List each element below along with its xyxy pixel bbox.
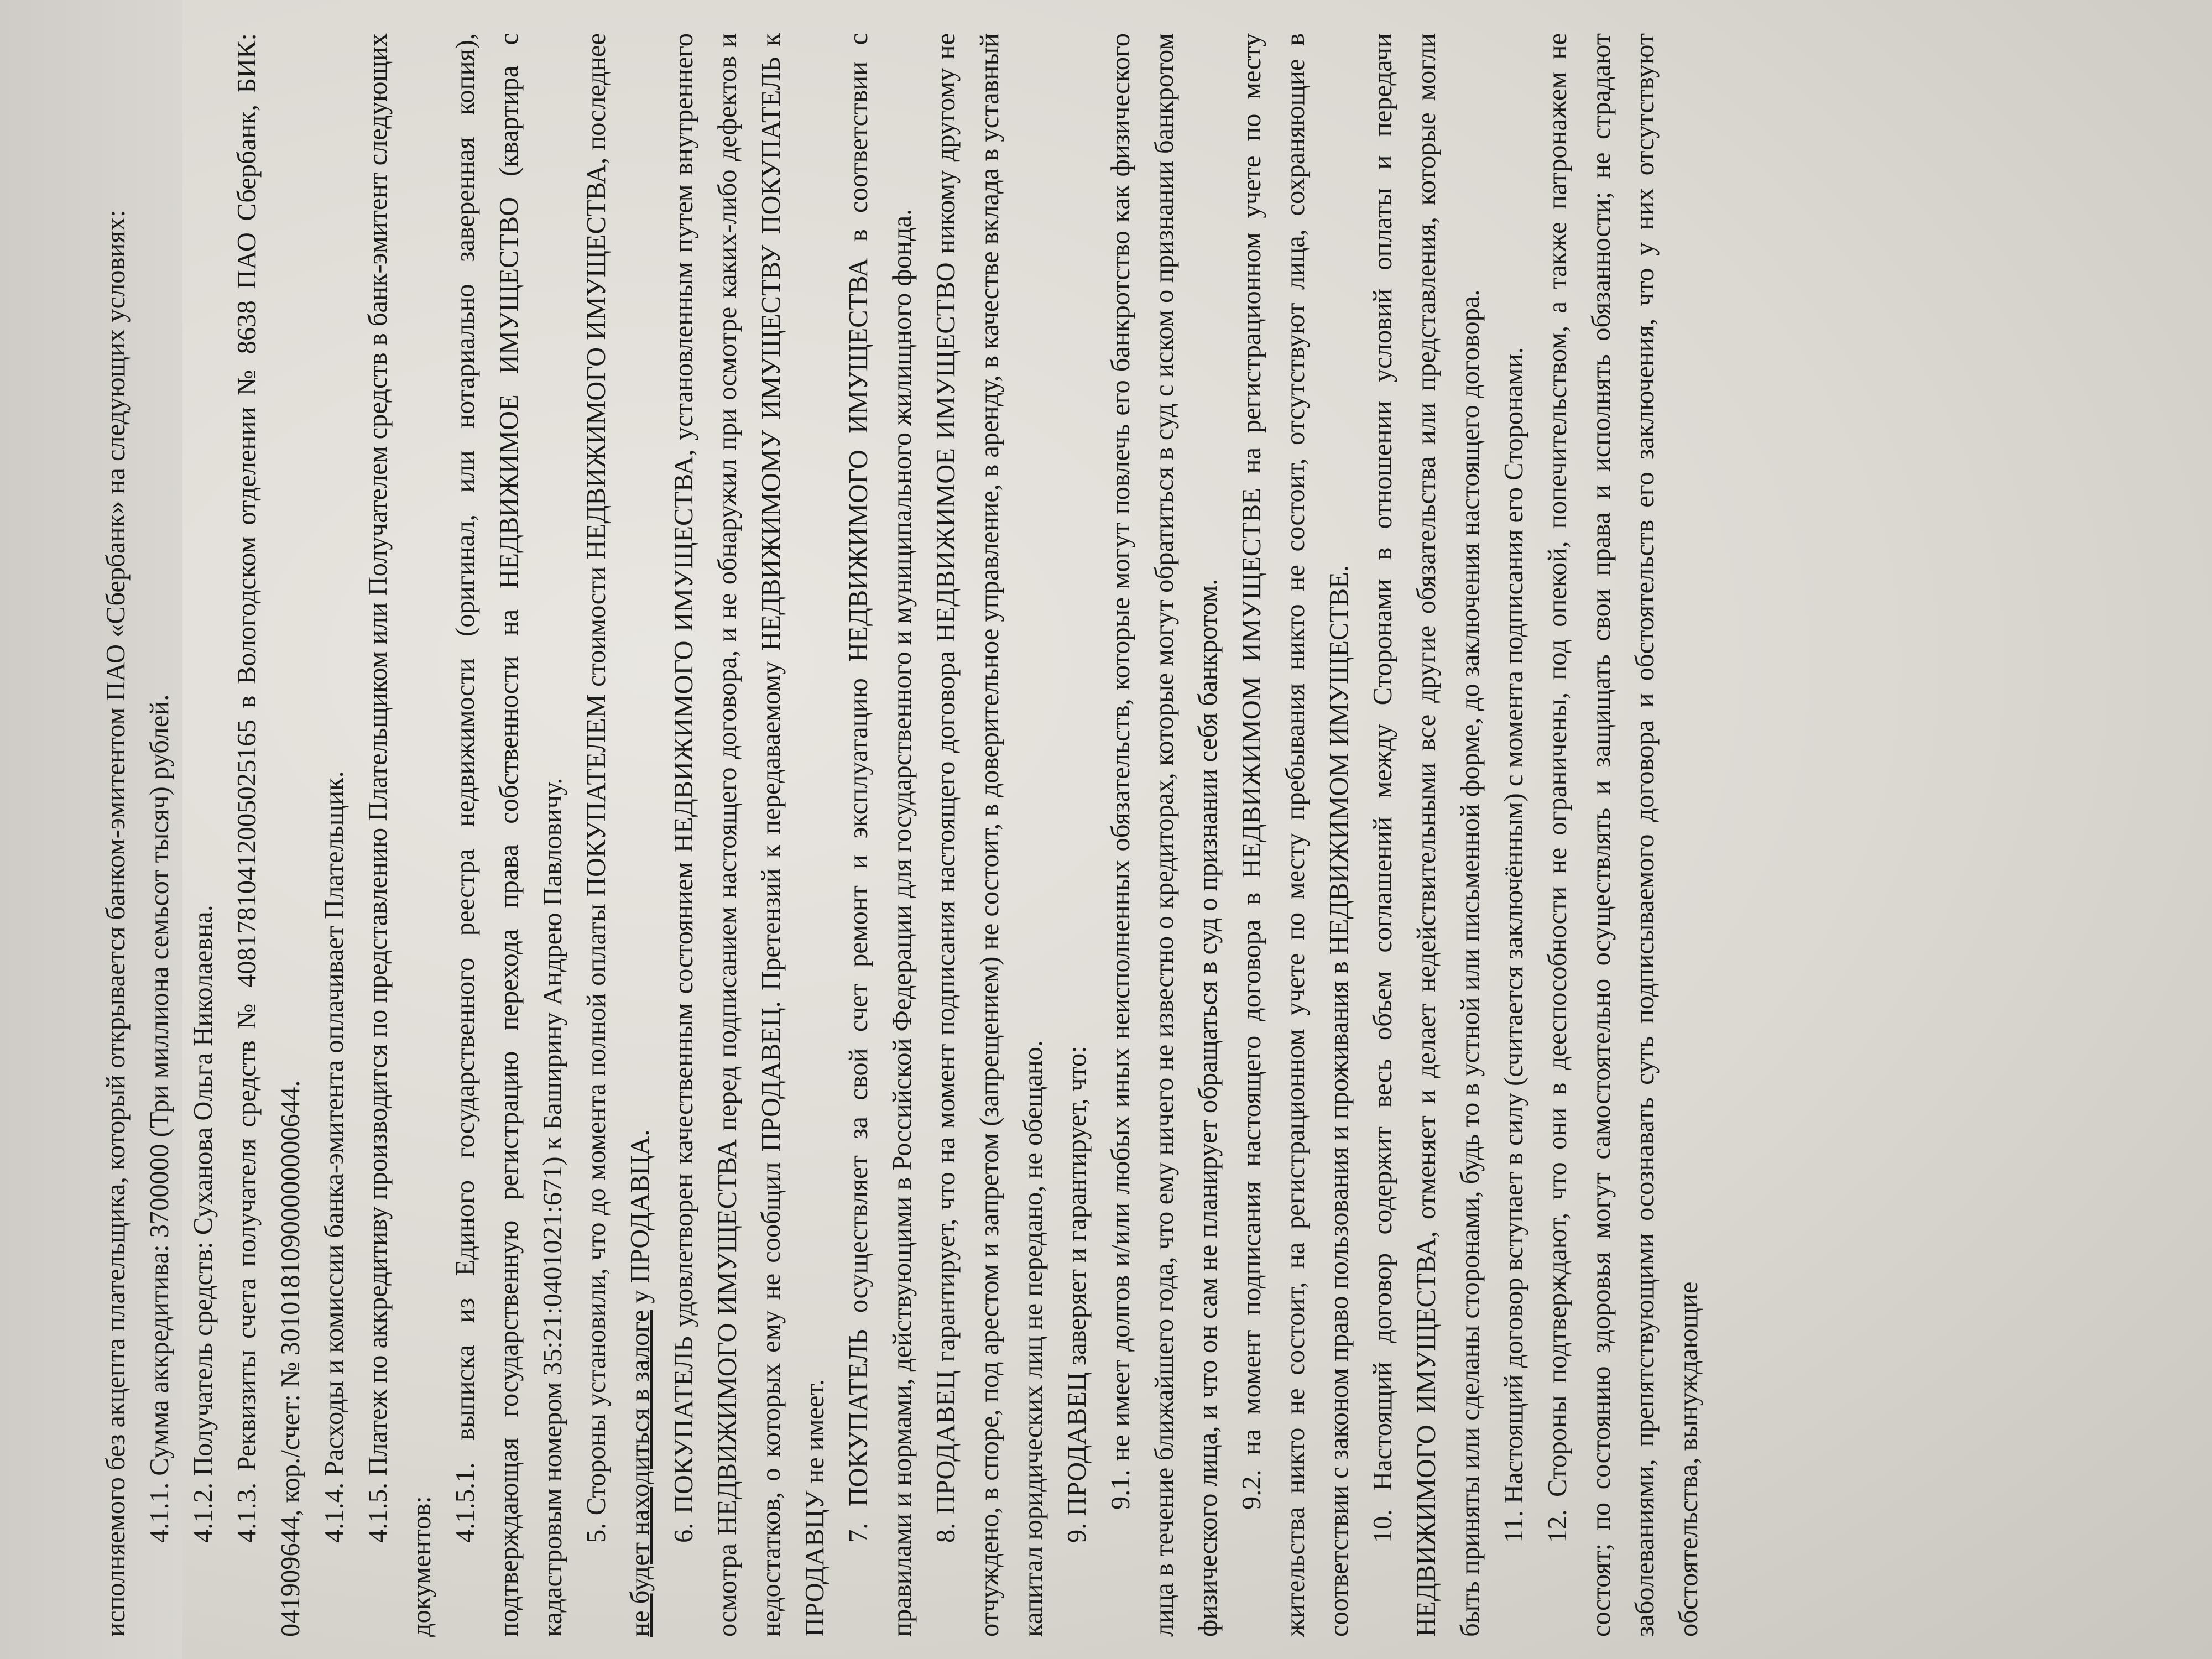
paragraph-p4 [312, 33, 356, 1637]
paragraph-text: 9.2. на момент подписания настоящего договора в НЕДВИЖИМОМ ИМУЩЕСТВЕ на регистрационном учете по месту жительства никто не состоит, на регистрационном учете по месту пребывания никто не состоит, отсутствуют лица, сохраняющие в соответствии с законом право пользования и проживания в НЕДВИЖИМОМ ИМУЩЕСТВЕ. [1237, 33, 1354, 1637]
paragraph-text: 4.1.5.1. выписка из Единого государственного реестра недвижимости (оригинал, или нотариально заверенная копия), подтверждающая государственную регистрацию перехода права собственности на НЕДВИЖИМОЕ ИМУЩЕСТВО (квартира с кадастровым номером 35:21:0401021:671) к Баширину Андрею Павловичу. [451, 33, 567, 1637]
paragraph-p16 [1536, 33, 1710, 1637]
paragraph-text: 6. ПОКУПАТЕЛЬ удовлетворен качественным состоянием НЕДВИЖИМОГО ИМУЩЕСТВА, установленным путем внутреннего осмотра НЕДВИЖИМОГО ИМУЩЕСТВА перед подписанием настоящего договора, и не обнаружил при осмотре каких-либо дефектов и недостатков, о которых ему не сообщил ПРОДАВЕЦ. Претензий к передаваемому НЕДВИЖИМОМУ ИМУЩЕСТВУ ПОКУПАТЕЛЬ к ПРОДАВЦУ не имеет. [669, 33, 830, 1637]
paragraph-text: 12. Стороны подтверждают, что они в дееспособности не ограничены, под опекой, попечительством, а также патронажем не состоят; по состоянию здоровья могут самостоятельно осуществлять и защищать свои права и исполнять обязанности; не страдают заболеваниями, препятствующими осознавать суть подписываемого договора и обстоятельств его заключения, что у них отсутствуют обстоятельства, вынуждающие [1543, 33, 1703, 1637]
paragraph-text: 9.1. не имеет долгов и/или любых иных неисполненных обязательств, которые могут повлечь его банкротство как физического лица в течение ближайшего года, что ему ничего не известно о кредиторах, которые могут обратиться в суд с иском о признании банкротом физического лица, и что он сам не планирует обращаться в суд о признании себя банкротом. [1106, 33, 1223, 1637]
paragraph-p6 [444, 33, 575, 1637]
paragraph-text: у ПРОДАВЦА. [625, 1129, 655, 1310]
underlined-text: не будет находиться в залоге [625, 1310, 655, 1637]
paragraph-p11 [1055, 33, 1099, 1637]
paragraph-p8 [662, 33, 837, 1637]
paragraph-p14 [1361, 33, 1492, 1637]
paragraph-text: 9. ПРОДАВЕЦ заверяет и гарантирует, что: [1062, 1046, 1092, 1543]
contract-text [94, 33, 1710, 1637]
paragraph-p1 [138, 33, 181, 1637]
paragraph-p10 [924, 33, 1055, 1637]
paragraph-text: 4.1.1. Сумма аккредитива: 3700000 (Три миллиона семьсот тысяч) рублей. [145, 694, 174, 1543]
paragraph-p0 [94, 33, 138, 1637]
document-page [94, 33, 2184, 1637]
paragraph-text: 4.1.3. Реквизиты счета получателя средств № 40817810412005025165 в Вологодском отделении № 8638 ПАО Сбербанк, БИК: 041909644, кор./счет: № 30101810900000000644. [232, 33, 305, 1637]
paragraph-text: 7. ПОКУПАТЕЛЬ осуществляет за свой счет ремонт и эксплуатацию НЕДВИЖИМОГО ИМУЩЕСТВА в соответствии с правилами и нормами, действующими в Российской Федерации для государственного и муниципального жилищного фонда. [844, 33, 917, 1637]
paragraph-text: 4.1.5. Платеж по аккредитиву производится по представлению Плательщиком или Получателем средств в банк-эмитент следующих документов: [363, 33, 436, 1637]
paragraph-p13 [1230, 33, 1361, 1637]
paragraph-p2 [181, 33, 225, 1637]
paragraph-text: исполняемого без акцепта плательщика, который открывается банком-эмитентом ПАО «Сбербанк» на следующих условиях: [101, 210, 131, 1637]
paragraph-p9 [837, 33, 924, 1637]
paragraph-text: 5. Стороны установили, что до момента полной оплаты ПОКУПАТЕЛЕМ стоимости НЕДВИЖИМОГО ИМУЩЕСТВА, последнее [582, 33, 611, 1543]
paragraph-p7 [575, 33, 662, 1637]
paragraph-text: 4.1.2. Получатель средств: Суханова Ольга Николаевна. [189, 905, 218, 1543]
paragraph-p15 [1492, 33, 1536, 1637]
paragraph-p3 [225, 33, 312, 1637]
paragraph-text: 10. Настоящий договор содержит весь объем соглашений между Сторонами в отношении условий оплаты и передачи НЕДВИЖИМОГО ИМУЩЕСТВА, отменяет и делает недействительными все другие обязательства или представления, которые могли быть приняты или сделаны сторонами, будь то в устной или письменной форме, до заключения настоящего договора. [1368, 33, 1485, 1637]
paragraph-p5 [356, 33, 444, 1637]
paragraph-p12 [1099, 33, 1230, 1637]
paragraph-text: 8. ПРОДАВЕЦ гарантирует, что на момент подписания настоящего договора НЕДВИЖИМОЕ ИМУЩЕСТВО никому другому не отчуждено, в споре, под арестом и запретом (запрещением) не состоит, в доверительное управление, в аренду, в качестве вклада в уставный капитал юридических лиц не передано, не обещано. [931, 33, 1048, 1637]
paragraph-text: 11. Настоящий договор вступает в силу (считается заключённым) с момента подписания его Сторонами. [1499, 347, 1528, 1543]
paragraph-text: 4.1.4. Расходы и комиссии банка-эмитента оплачивает Плательщик. [320, 771, 349, 1543]
